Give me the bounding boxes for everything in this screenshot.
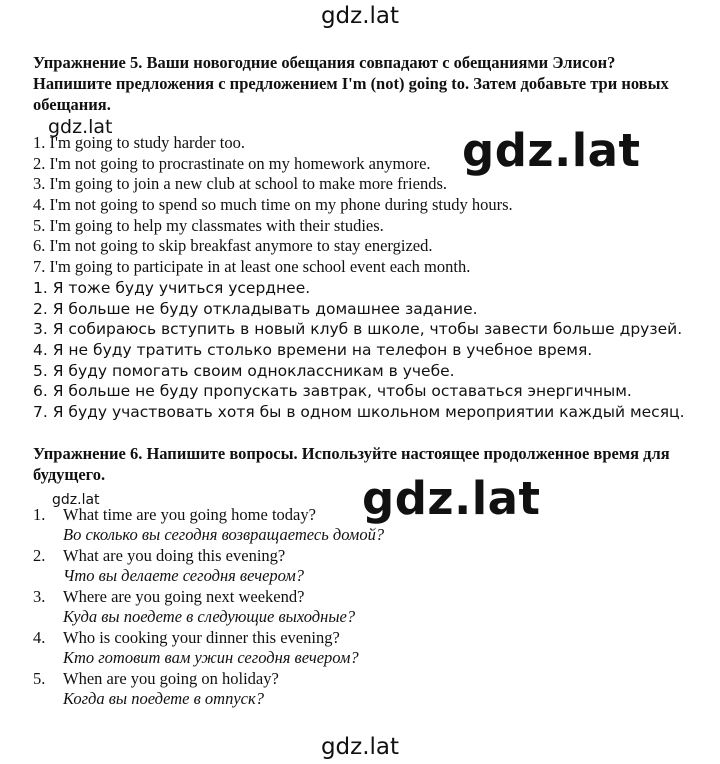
- exercise-5-heading: Упражнение 5. Ваши новогодние обещания совпадают с обещаниями Элисон? Напишите предложения с предложением I'm (not) going to. Затем добавьте три новых обещания.: [33, 53, 669, 114]
- exercise-6-question-list: [33, 505, 384, 710]
- list-item: 1. I'm going to study harder too.: [33, 133, 245, 152]
- question-item: [33, 505, 384, 546]
- list-item: 2. I'm not going to procrastinate on my homework anymore.: [33, 153, 431, 173]
- watermark-small-1: gdz.lat: [48, 116, 113, 138]
- question-translation: Когда вы поедете в отпуск?: [63, 689, 264, 708]
- list-item: 3. I'm going to join a new club at school to make more friends.: [33, 174, 448, 194]
- watermark-large-2: gdz.lat: [362, 472, 541, 525]
- question-item: [33, 628, 384, 669]
- list-item: 5. I'm going to help my classmates with their studies.: [33, 215, 384, 235]
- question-translation: Что вы делаете сегодня вечером?: [63, 566, 305, 585]
- question-number: 5.: [33, 669, 46, 688]
- question-translation: Куда вы поедете в следующие выходные?: [63, 607, 356, 626]
- watermark-small-2: gdz.lat: [52, 492, 100, 508]
- question-number: 3.: [33, 587, 46, 606]
- exercise-5-english-list: [33, 133, 513, 278]
- question-number: 2.: [33, 546, 46, 565]
- list-item: 6. Я больше не буду пропускать завтрак, чтобы оставаться энергичным.: [33, 382, 632, 401]
- question-item: [33, 669, 384, 710]
- list-item: 6. I'm not going to skip breakfast anymore to stay energized.: [33, 236, 433, 256]
- watermark-bottom: gdz.lat: [320, 734, 400, 760]
- question-translation: Во сколько вы сегодня возвращаетесь домой?: [63, 525, 385, 544]
- question-number: 4.: [33, 628, 46, 647]
- list-item: 1. Я тоже буду учиться усерднее.: [33, 279, 311, 297]
- question-english: Where are you going next weekend?: [63, 587, 305, 606]
- watermark-large-1: gdz.lat: [462, 124, 641, 177]
- list-item: 4. I'm not going to spend so much time on my phone during study hours.: [33, 195, 513, 215]
- watermark-top: gdz.lat: [320, 3, 400, 29]
- list-item: 3. Я собираюсь вступить в новый клуб в школе, чтобы завести больше друзей.: [33, 320, 683, 339]
- list-item: 7. Я буду участвовать хотя бы в одном школьном мероприятии каждый месяц.: [33, 403, 685, 422]
- exercise-6-heading: Упражнение 6. Напишите вопросы. Используйте настоящее продолженное время для будущего.: [33, 444, 670, 484]
- list-item: 2. Я больше не буду откладывать домашнее задание.: [33, 299, 478, 318]
- question-english: What are you doing this evening?: [63, 546, 286, 565]
- list-item: 5. Я буду помогать своим одноклассникам в учебе.: [33, 361, 455, 380]
- question-english: Who is cooking your dinner this evening?: [63, 628, 340, 647]
- list-item: 7. I'm going to participate in at least one school event each month.: [33, 257, 471, 277]
- list-item: 4. Я не буду тратить столько времени на телефон в учебное время.: [33, 341, 593, 360]
- question-english: When are you going on holiday?: [63, 669, 279, 688]
- question-item: [33, 587, 384, 628]
- question-english: What time are you going home today?: [63, 505, 316, 524]
- question-item: [33, 546, 384, 587]
- question-translation: Кто готовит вам ужин сегодня вечером?: [63, 648, 359, 667]
- question-number: 1.: [33, 505, 46, 524]
- exercise-5-russian-list: [33, 278, 685, 423]
